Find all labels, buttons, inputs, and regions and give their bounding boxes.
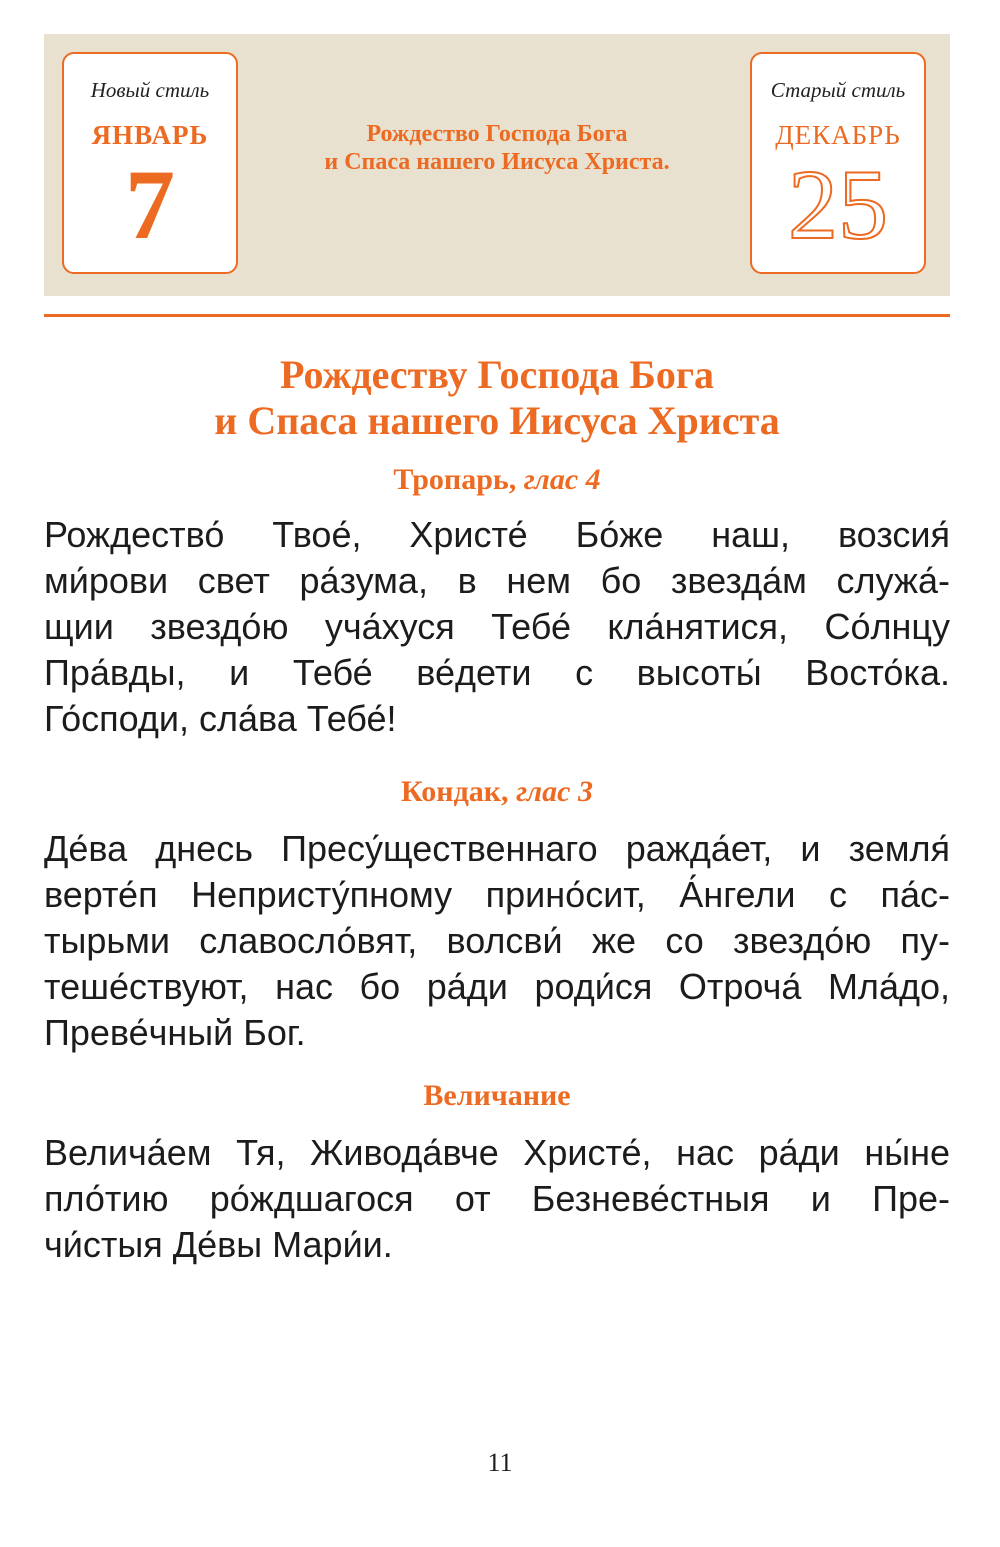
calendar-header [44, 34, 950, 296]
kontakion-line: Преве́чный Бог. [44, 1012, 306, 1053]
magnification-line: Велича́ем Тя, Живода́вче Христе́, нас ра́ди ны́не [44, 1132, 950, 1173]
feast-title [270, 120, 724, 176]
new-style-day: 7 [125, 149, 175, 260]
kontakion-line: теше́ствуют, нас бо ра́ди роди́ся Отроча́ Мла́до, [44, 966, 950, 1007]
troparion-tone: глас 4 [523, 463, 601, 496]
magnification-line: чи́стыя Де́вы Мари́и. [44, 1224, 393, 1265]
magnification-heading-label: Величание [423, 1079, 571, 1112]
kontakion-line: Де́ва днесь Пресу́щественнаго ражда́ет, и земля́ [44, 828, 950, 869]
troparion-line: ми́рови свет ра́зума, в нем бо звезда́м служа́- [44, 560, 950, 601]
troparion-heading-label: Тропарь, [393, 463, 517, 496]
old-style-date-box [750, 52, 926, 274]
troparion-line: Рождество́ Твое́, Христе́ Бо́же наш, возсия́ [44, 514, 950, 555]
page-title-line-1: Рождеству Господа Бога [280, 352, 714, 397]
kontakion-line: верте́п Непристу́пному прино́сит, А́нгели с па́с- [44, 874, 950, 915]
kontakion-heading-label: Кондак, [401, 775, 509, 808]
troparion-heading [44, 462, 950, 498]
old-style-month: ДЕКАБРЬ [775, 120, 901, 150]
kontakion-text [44, 826, 950, 1056]
troparion-line: Го́споди, сла́ва Тебе́! [44, 698, 397, 739]
feast-title-line-1: Рождество Господа Бога [366, 121, 628, 147]
new-style-date-box [62, 52, 238, 274]
header-divider [44, 314, 950, 317]
kontakion-line: тырьми славосло́вят, волсви́ же со звездо́ю пу- [44, 920, 950, 961]
page-number: 11 [487, 1448, 513, 1477]
magnification-heading [44, 1078, 950, 1114]
troparion-text [44, 512, 950, 742]
new-style-label: Новый стиль [90, 78, 210, 102]
magnification-line: пло́тию ро́ждшагося от Безневе́стныя и Пре- [44, 1178, 950, 1219]
page-title-line-2: и Спаса нашего Иисуса Христа [214, 398, 780, 443]
old-style-label: Старый стиль [770, 78, 906, 102]
kontakion-heading [44, 774, 950, 810]
page-title [44, 352, 950, 444]
new-style-month: ЯНВАРЬ [91, 120, 209, 150]
troparion-line: Пра́вды, и Тебе́ ве́дети с высоты́ Восто́ка. [44, 652, 950, 693]
troparion-line: щии звездо́ю уча́хуся Тебе́ кла́нятися, Со́лнцу [44, 606, 950, 647]
feast-title-line-2: и Спаса нашего Иисуса Христа. [324, 149, 670, 175]
magnification-text [44, 1130, 950, 1268]
old-style-day: 25 [788, 149, 888, 260]
kontakion-tone: глас 3 [516, 775, 593, 808]
